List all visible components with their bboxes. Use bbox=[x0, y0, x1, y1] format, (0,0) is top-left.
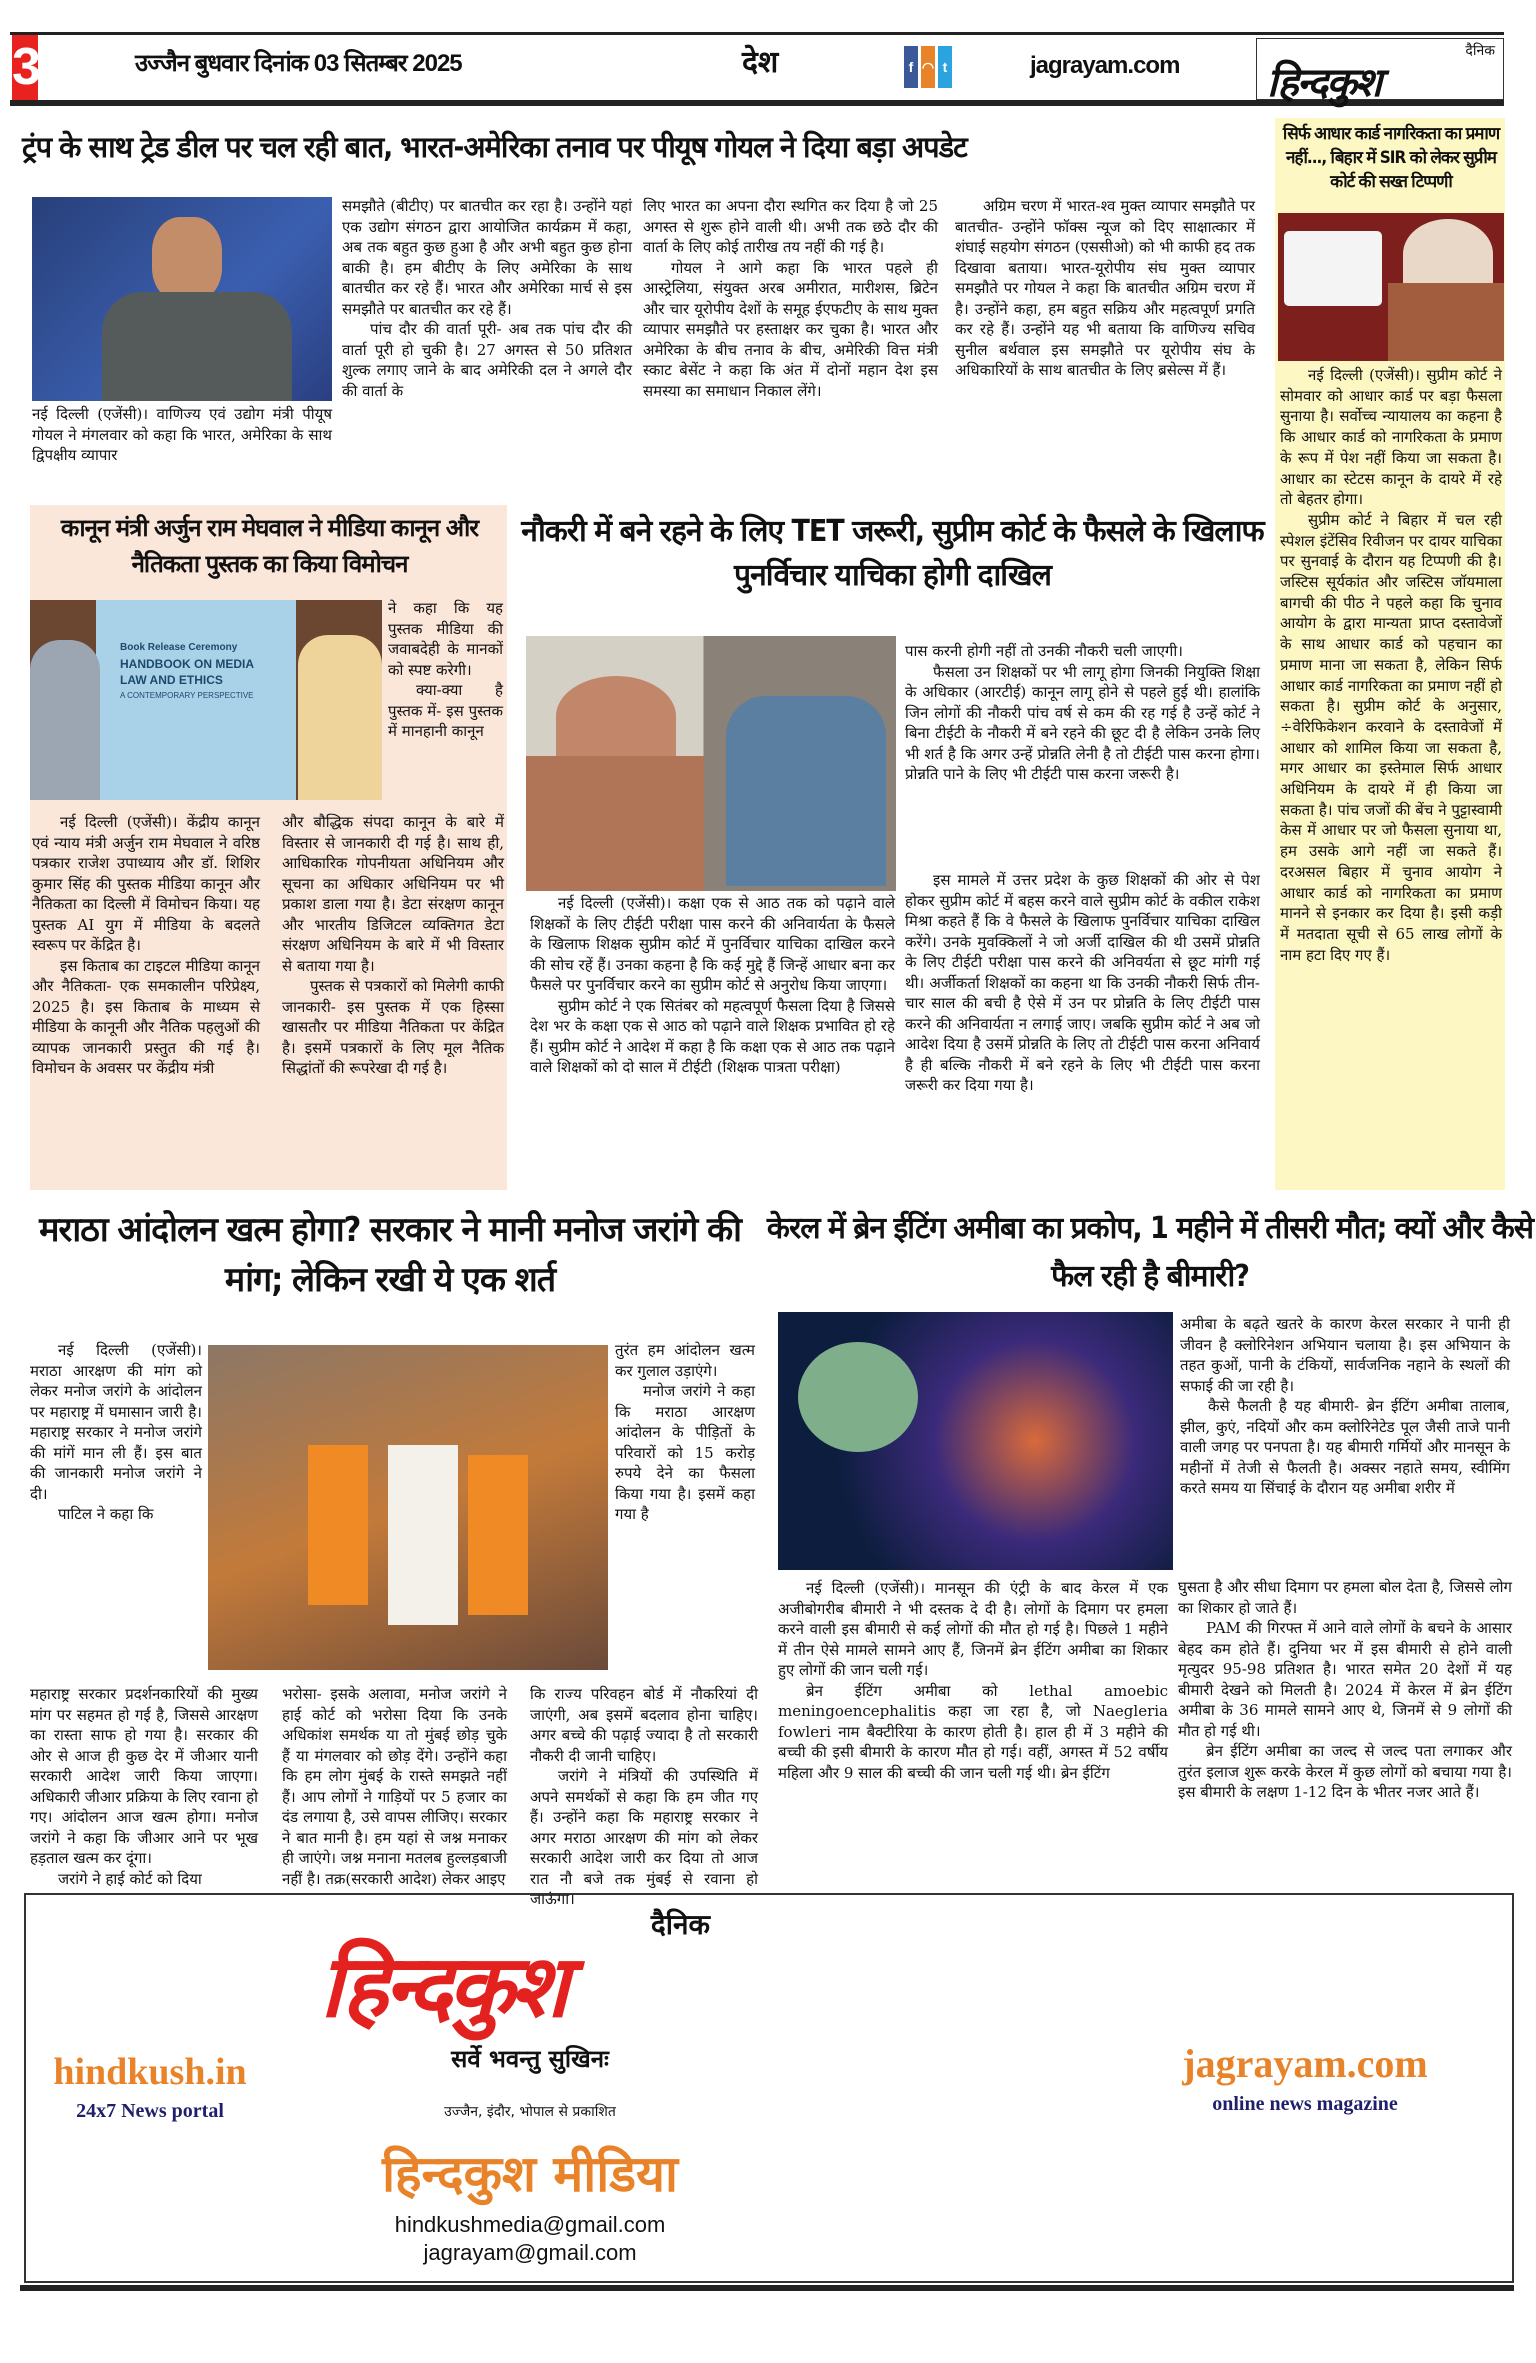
ad-logo-text: हिन्दकुश bbox=[320, 1936, 565, 2037]
ad-right-site[interactable]: jagrayam.com bbox=[1182, 2041, 1428, 2086]
ad-left-tagline: 24x7 News portal bbox=[76, 2100, 224, 2122]
story2-col1-para1: नई दिल्ली (एजेंसी)। केंद्रीय कानून एवं न्याय मंत्री अर्जुन राम मेघवाल ने वरिष्ठ पत्रकार राजेश उपाध्याय और डॉ. शिशिर कुमार सिंह की पुस्तक मीडिया कानून और नैतिकता का दिल्ली में विमोचन किया। यह पुस्तक AI युग में मीडिया के बदलते स्वरूप पर केंद्रित है। bbox=[32, 813, 260, 954]
story1-col4-para: अग्रिम चरण में भारत-श्व मुक्त व्यापार समझौते पर बातचीत- उन्होंने फॉक्स न्यूज को दिए साक्षात्कार में शंघाई सहयोग संगठन (एससीओ) को भी काफी हद तक दिखावा बताया। भारत-यूरोपीय संघ मुक्त व्यापार समझौते पर गोयल ने कहा कि बातचीत अग्रिम चरण में है। उन्होंने कहा, हम बहुत सक्रिय और महत्वपूर्ण प्रगति कर रहे हैं। उन्होंने यह भी बताया कि वाणिज्य सचिव सुनील बर्थवाल इस समझौते पर यूरोपीय संघ के अधिकारियों के साथ बातचीत के लिए ब्रसेल्स में हैं। bbox=[955, 197, 1255, 379]
story4-right-para2: मनोज जरांगे ने कहा कि मराठा आरक्षण आंदोलन के पीड़ितों के परिवारों को 15 करोड़ रुपये देने का फैसला किया गया है। इसमें कहा गया है bbox=[615, 1382, 755, 1523]
story4-col1 bbox=[30, 1684, 258, 1889]
story1-col3-para1: लिए भारत का अपना दौरा स्थगित कर दिया है जो 25 अगस्त से शुरू होने वाली थी। अभी तक छठे दौर की वार्ता के लिए कोई तारीख तय नहीं की गई है। bbox=[643, 197, 938, 256]
story5-right-para2: कैसे फैलती है यह बीमारी- ब्रेन ईटिंग अमीबा तालाब, झील, कुएं, नदियों और कम क्लोरिनेटेड पूल जैसी ताजे पानी वाली जगह पर पनपता है। यह बीमारी गर्मियों और मानसून के महीनों में तेजी से फैलती है। अक्सर नहाते समय, स्वीमिंग करते समय या सिंचाई के दौरान यह अमीबा शरीर में bbox=[1180, 1397, 1510, 1497]
story5-col1-para1: नई दिल्ली (एजेंसी)। मानसून की एंट्री के बाद केरल में एक अजीबोगरीब बीमारी ने भी दस्तक दे दी है। लोगों के दिमाग पर हमला करने वाली इस बीमारी से कई लोगों की मौत हो गई है। पिछले 1 महीने में तीन ऐसे मामले सामने आए हैं, जिनमें ब्रेन ईटिंग अमीबा का शिकार हुए लोगों की जान चली गई। bbox=[778, 1579, 1168, 1679]
story2-col2-para2: पुस्तक से पत्रकारों को मिलेगी काफी जानकारी- इस पुस्तक में एक हिस्सा खासतौर पर मीडिया नैतिकता पर केंद्रित है। इसमें पत्रकारों के लिए मूल नैतिक सिद्धांतों की रूपरेखा दी गई है। bbox=[282, 977, 504, 1077]
logo-text: हिन्दकुश bbox=[1267, 59, 1381, 106]
story2-side-para1: ने कहा कि यह पुस्तक मीडिया की जवाबदेही के मानकों को स्पष्ट करेगी। bbox=[388, 599, 503, 679]
story2-headline: कानून मंत्री अर्जुन राम मेघवाल ने मीडिया कानून और नैतिकता पुस्तक का किया विमोचन bbox=[60, 514, 479, 578]
page-number-badge: 3 bbox=[12, 35, 38, 100]
sidebar-headline: सिर्फ आधार कार्ड नागरिकता का प्रमाण नहीं..., बिहार में SIR को लेकर सुप्रीम कोर्ट की सख्त टिप्पणी bbox=[1282, 124, 1500, 192]
sidebar-body bbox=[1280, 365, 1502, 965]
story4-left bbox=[30, 1340, 202, 1525]
story5-col2-para2: PAM की गिरफ्त में आने वाले लोगों के बचने के आसार बेहद कम होते हैं। दुनिया भर में इस बीमारी से होने वाली मृत्युदर 95-98 प्रतिशत है। भारत समेत 20 देशों में यह बीमारी देखने को मिलती है। 2024 में केरल में ब्रेन ईटिंग अमीबा के 36 मामले सामने आए थे, जिनमें से 9 लोगों की मौत हो गई थी। bbox=[1178, 1619, 1512, 1740]
story2-col1 bbox=[32, 812, 260, 1079]
story3-photo bbox=[526, 636, 896, 891]
banner-line4: A CONTEMPORARY PERSPECTIVE bbox=[120, 691, 254, 700]
story4-photo bbox=[208, 1345, 608, 1670]
section-label: देश bbox=[742, 46, 779, 79]
ad-media-title: हिन्दकुश मीडिया bbox=[382, 2145, 678, 2203]
ad-left-site[interactable]: hindkush.in bbox=[53, 2051, 247, 2093]
story3-col2 bbox=[905, 870, 1260, 1096]
social-icons bbox=[904, 46, 952, 88]
story1-photo bbox=[32, 197, 332, 401]
banner-line3: LAW AND ETHICS bbox=[120, 673, 223, 687]
story3-right bbox=[905, 641, 1260, 785]
story1-col3-para2: गोयल ने आगे कहा कि भारत पहले ही आस्ट्रेलिया, संयुक्त अरब अमीरात, मारीशस, ब्रिटेन और चार यूरोपीय देशों के समूह ईएफटीए के साथ मुक्त व्यापार समझौते पर हस्ताक्षर कर चुका है। भारत और अमेरिका के बीच तनाव के बीच, अमेरिकी वित्त मंत्री स्काट बेसेंट ने कहा कि अंत में दोनों महान देश इस समस्या का समाधान निकाल लेंगे। bbox=[643, 258, 938, 400]
story4-col3-para1: कि राज्य परिवहन बोर्ड में नौकरियां दी जाएंगी, अब इसमें बदलाव होना चाहिए। अगर बच्चे की पढ़ाई ज्यादा है तो सरकारी नौकरी दी जानी चाहिए। bbox=[530, 1685, 758, 1765]
banner-line2: HANDBOOK ON MEDIA bbox=[120, 657, 254, 671]
story4-left-para2: पाटिल ने कहा कि bbox=[58, 1505, 154, 1523]
story4-left-para1: नई दिल्ली (एजेंसी)। मराठा आरक्षण की मांग को लेकर मनोज जरांगे के आंदोलन पर महाराष्ट्र में घमासान जारी है। महाराष्ट्र सरकार ने मनोज जरांगे की मांगें मान ली हैं। इस बात की जानकारी मनोज जरांगे ने दी। bbox=[30, 1341, 202, 1503]
story5-col2-para1: घुसता है और सीधा दिमाग पर हमला बोल देता है, जिससे लोग का शिकार हो जाते हैं। bbox=[1178, 1578, 1512, 1617]
sidebar-para1: नई दिल्ली (एजेंसी)। सुप्रीम कोर्ट ने सोमवार को आधार कार्ड पर बड़ा फैसला सुनाया है। सर्वोच्च न्यायालय का कहना है कि आधार कार्ड को नागरिकता के प्रमाण के रूप में पेश नहीं किया जा सकता है। आधार का स्टेटस कानून के दायरे में रहे तो बेहतर होगा। bbox=[1280, 366, 1502, 509]
story2-col2 bbox=[282, 812, 504, 1079]
story4-right-para1: तुरंत हम आंदोलन खत्म कर गुलाल उड़ाएंगे। bbox=[615, 1341, 755, 1380]
story1-col1: नई दिल्ली (एजेंसी)। वाणिज्य एवं उद्योग मंत्री पीयूष गोयल ने मंगलवार को कहा कि भारत, अमेरिका के साथ द्विपक्षीय व्यापार bbox=[32, 405, 332, 464]
story4-col2-para: भरोसा- इसके अलावा, मनोज जरांगे ने हाई कोर्ट को भरोसा दिया कि उनके अधिकांश समर्थक या तो मुंबई छोड़ चुके हैं या मंगलवार को छोड़ देंगे। उन्होंने कहा कि हम लोग मुंबई के रास्ते समझते नहीं हैं। आप लोगों ने गाड़ियों पर 5 हजार का दंड लगाया है, उसे वापस लीजिए। सरकार ने बात मानी है। हम यहां से जश्न मनाकर ही जाएंगे। जश्न मनाना मतलब हुल्लड़बाजी नहीं है। तक्र(सरकारी आदेश) लेकर आइए bbox=[282, 1685, 507, 1888]
story3-col1-para1: नई दिल्ली (एजेंसी)। कक्षा एक से आठ तक को पढ़ाने वाले शिक्षकों के लिए टीईटी परीक्षा पास करने की अनिवार्यता के फैसले के खिलाफ शिक्षक सुप्रीम कोर्ट में पुनर्विचार याचिका दाखिल करने की सोच रहें हैं। उनका कहना है कि कई मुद्दे हैं जिन्हें आधार बना कर फैसले पर पुनर्विचार करने का सुप्रीम कोर्ट से अनुरोध किया जाएगा। bbox=[530, 894, 895, 994]
masthead-logo bbox=[1256, 38, 1504, 106]
story1-col2 bbox=[342, 196, 632, 401]
story5-col1 bbox=[778, 1578, 1168, 1783]
story3-right-para1: पास करनी होगी नहीं तो उनकी नौकरी चली जाएगी। bbox=[905, 642, 1183, 660]
rss-icon[interactable]: ◠ bbox=[921, 46, 935, 88]
story4-headline: मराठा आंदोलन खत्म होगा? सरकार ने मानी मनोज जरांगे की मांग; लेकिन रखी ये एक शर्त bbox=[39, 1210, 741, 1300]
twitter-icon[interactable]: t bbox=[938, 46, 952, 88]
logo-daily-label: दैनिक bbox=[1465, 43, 1495, 59]
sidebar-para2: सुप्रीम कोर्ट ने बिहार में चल रही स्पेशल इंटेंसिव रिवीजन पर दायर याचिका पर सुनवाई के दौरान यह टिप्पणी की है। जस्टिस सूर्यकांत और जस्टिस जॉयमाला बागची की पीठ ने पहले कहा कि चुनाव आयोग के द्वारा मान्यता प्राप्त दस्तावेजों के साथ आधार कार्ड को पहचान का प्रमाण माना जा सकता है, लेकिन सिर्फ आधार कार्ड नागरिकता का प्रमाण नहीं हो सकता है। सुप्रीम कोर्ट के अनुसार, ÷वेरिफिकेशन करवाने के दस्तावेजों में आधार को शामिल किया जा सकता है, मगर आधार का इस्तेमाल सिर्फ आधार अधिनियम के दायरे में ही किया जा सकता है। पांच जजों की बेंच ने पुट्टास्वामी केस में आधार पर जो फैसला सुनाया था, हम उसके आगे नहीं जा सकते हैं। दरअसल बिहार में चुनाव आयोग ने आधार कार्ड को नागरिकता का प्रमाण मानने से इनकार कर दिया है। इसी कड़ी में मतदाता सूची से 65 लाख लोगों के नाम हटा दिए गए हैं। bbox=[1280, 510, 1502, 964]
story2-side bbox=[388, 598, 503, 742]
story2-col2-para1: और बौद्धिक संपदा कानून के बारे में विस्तार से जानकारी दी गई है। साथ ही, आधिकारिक गोपनीयता अधिनियम और सूचना का अधिकार अधिनियम पर भी प्रकाश डाला गया है। डेटा संरक्षण कानून और भारतीय डिजिटल व्यक्तिगत डेटा संरक्षण अधिनियम के बारे में भी विस्तार से बताया गया है। bbox=[282, 813, 504, 975]
story5-col1-para2: ब्रेन ईटिंग अमीबा को lethal amoebic meningoencephalitis कहा जा रहा है, जो Naegleria fowleri नाम बैक्टीरिया के कारण होती है। हाल ही में 3 महीने की बच्ची की इसी बीमारी के कारण मौत हो गई। वहीं, अगस्त में 52 वर्षीय महिला और 9 साल की बच्ची की जान चली गई थी। ब्रेन ईटिंग bbox=[778, 1681, 1168, 1782]
story4-col3 bbox=[530, 1684, 758, 1910]
ad-email-2[interactable]: jagrayam@gmail.com bbox=[423, 2240, 637, 2265]
story3-col1 bbox=[530, 893, 895, 1078]
ad-published: उज्जैन, इंदौर, भोपाल से प्रकाशित bbox=[444, 2104, 616, 2120]
story1-col2-para1: समझौते (बीटीए) पर बातचीत कर रहा है। उन्होंने यहां एक उद्योग संगठन द्वारा आयोजित कार्यक्रम में कहा, अब तक बहुत कुछ हुआ है और अभी बहुत कुछ होना बाकी है। हम बीटीए के लिए अमेरिका के साथ बातचीत कर रहे हैं। भारत और अमेरिका मार्च से इस समझौते पर बातचीत कर रहे हैं। bbox=[342, 197, 632, 318]
story4-col1-para2: जरांगे ने हाई कोर्ट को दिया bbox=[58, 1869, 202, 1888]
story3-right-para2: फैसला उन शिक्षकों पर भी लागू होगा जिनकी नियुक्ति शिक्षा के अधिकार (आरटीई) कानून लागू होने से पहले हुई थी। हालांकि जिन लोगों की नौकरी पांच वर्ष से कम की रह गई है उन्हें कोर्ट ने बिना टीईटी के नौकरी में बने रहने की छूट दी है लेकिन उनके लिए भी शर्त है कि अगर उन्हें प्रोन्नति लेनी है तो टीईटी पास करना होगा। प्रोन्नति पाने के लिए भी टीईटी पास करना जरूरी है। bbox=[905, 662, 1260, 783]
story5-right bbox=[1180, 1314, 1510, 1499]
story3-headline: नौकरी में बने रहने के लिए TET जरूरी, सुप्रीम कोर्ट के फैसले के खिलाफ पुनर्विचार याचिका होगी दाखिल bbox=[521, 514, 1264, 593]
banner-line1: Book Release Ceremony bbox=[120, 642, 238, 653]
bottom-rule bbox=[20, 2285, 1514, 2291]
story5-right-para1: अमीबा के बढ़ते खतरे के कारण केरल सरकार ने पानी ही जीवन है क्लोरिनेशन अभियान चलाया है। इस अभियान के तहत कुओं, पानी के टंकियों, सार्वजनिक नहाने के स्थलों की सफाई की जा रही है। bbox=[1180, 1315, 1510, 1395]
sidebar-photo bbox=[1278, 213, 1504, 361]
story2-col1-para2: इस किताब का टाइटल मीडिया कानून और नैतिकता- एक समकालीन परिप्रेक्ष्य, 2025 है। इस किताब के माध्यम से मीडिया के कानूनी और नैतिक पहलुओं की व्यापक जानकारी प्रस्तुत की गई है। विमोचन के अवसर पर केंद्रीय मंत्री bbox=[32, 956, 260, 1077]
story2-photo bbox=[30, 600, 382, 800]
website-link[interactable]: jagrayam.com bbox=[1030, 52, 1180, 79]
story2-side-para2: क्या-क्या है पुस्तक में- इस पुस्तक में मानहानी कानून bbox=[388, 681, 503, 740]
story5-col2 bbox=[1178, 1577, 1512, 1803]
story1-col4 bbox=[955, 196, 1255, 381]
dateline: उज्जैन बुधवार दिनांक 03 सितम्बर 2025 bbox=[135, 50, 462, 77]
banner-text bbox=[120, 640, 290, 704]
story4-col2 bbox=[282, 1684, 507, 1889]
story4-right bbox=[615, 1340, 755, 1525]
story3-col1-para2: सुप्रीम कोर्ट ने एक सितंबर को महत्वपूर्ण फैसला दिया है जिससे देश भर के कक्षा एक से आठ को पढ़ाने वाले शिक्षक प्रभावित हो रहे हैं। सुप्रीम कोर्ट ने आदेश में कहा है कि कक्षा एक से आठ तक पढ़ाने वाले शिक्षकों को दो साल में टीईटी (शिक्षक पात्रता परीक्षा) bbox=[530, 996, 895, 1076]
ad-logo-daily: दैनिक bbox=[650, 1908, 710, 1941]
story3-col2-para: इस मामले में उत्तर प्रदेश के कुछ शिक्षकों की ओर से पेश होकर सुप्रीम कोर्ट में बहस करने वाले सुप्रीम कोर्ट के वकील राकेश मिश्रा कहते हैं कि वे फैसले के खिलाफ पुनर्विचार याचिका दाखिल करेंगे। उनके मुवक्किलों ने जो अर्जी दाखिल की थी उसमें प्रोन्नति के लिए टीईटी परीक्षा पास करने की अनिवर्यता से छूट मांगी गई थी। अर्जीकर्ता शिक्षकों का कहना था कि उनकी नौकरी सिर्फ तीन-चार साल की बची है ऐसे में उन पर प्रोन्नति के लिए टीईटी पास करने की अनिवार्यता न लगाई जाए। जबकि सुप्रीम कोर्ट ने अब जो आदेश दिया है उसमें प्रोन्नति के लिए तो टीईटी पास करना अनिवार्य है ही बल्कि नौकरी में बने रहने के लिए भी टीईटी पास करना जरूरी कर दिया गया है। bbox=[905, 871, 1260, 1094]
ad-email-1[interactable]: hindkushmedia@gmail.com bbox=[394, 2212, 666, 2237]
ad-motto: सर्वे भवन्तु सुखिनः bbox=[451, 2045, 609, 2073]
story1-col3 bbox=[643, 196, 938, 401]
story4-col1-para1: महाराष्ट्र सरकार प्रदर्शनकारियों की मुख्य मांग पर सहमत हो गई है, जिससे आरक्षण का रास्ता साफ हो गया है। सरकार की ओर से आज ही कुछ देर में जीआर यानी सरकारी आदेश जारी किया जाएगा। अधिकारी जीआर प्रक्रिया के लिए रवाना हो गए। आंदोलन आज खत्म होगा। मनोज जरांगे ने कहा कि जीआर आने पर भूख हड़ताल खत्म कर दूंगा। bbox=[30, 1685, 258, 1867]
story4-col3-para2: जरांगे ने मंत्रियों की उपस्थिति में अपने समर्थकों से कहा कि हम जीत गए हैं। उन्होंने कहा कि महाराष्ट्र सरकार ने अगर मराठा आरक्षण की मांग को लेकर सरकारी आदेश जारी कर दिया तो आज रात नौ बजे तक मुंबई से रवाना हो जाऊंगा। bbox=[530, 1767, 758, 1908]
story5-col2-para3: ब्रेन ईटिंग अमीबा का जल्द से जल्द पता लगाकर और तुरंत इलाज शुरू करके केरल में कुछ लोगों को बचाया गया है। इस बीमारी के लक्षण 1-12 दिन के भीतर नजर आते हैं। bbox=[1178, 1742, 1512, 1801]
story5-headline: केरल में ब्रेन ईटिंग अमीबा का प्रकोप, 1 महीने में तीसरी मौत; क्यों और कैसे फैल रही है बीमारी? bbox=[766, 1211, 1534, 1294]
ad-logo bbox=[320, 1905, 710, 2037]
story5-photo bbox=[778, 1312, 1173, 1570]
facebook-icon[interactable]: f bbox=[904, 46, 918, 88]
ad-right-tagline: online news magazine bbox=[1212, 2093, 1398, 2115]
story1-headline: ट्रंप के साथ ट्रेड डील पर चल रही बात, भारत-अमेरिका तनाव पर पीयूष गोयल ने दिया बड़ा अपडेट bbox=[22, 130, 967, 164]
story1-col2-para2: पांच दौर की वार्ता पूरी- अब तक पांच दौर की वार्ता पूरी हो चुकी है। 27 अगस्त से 50 प्रतिशत शुल्क लगाए जाने के बाद अमेरिकी दल ने अगले दौर की वार्ता के bbox=[342, 320, 632, 400]
